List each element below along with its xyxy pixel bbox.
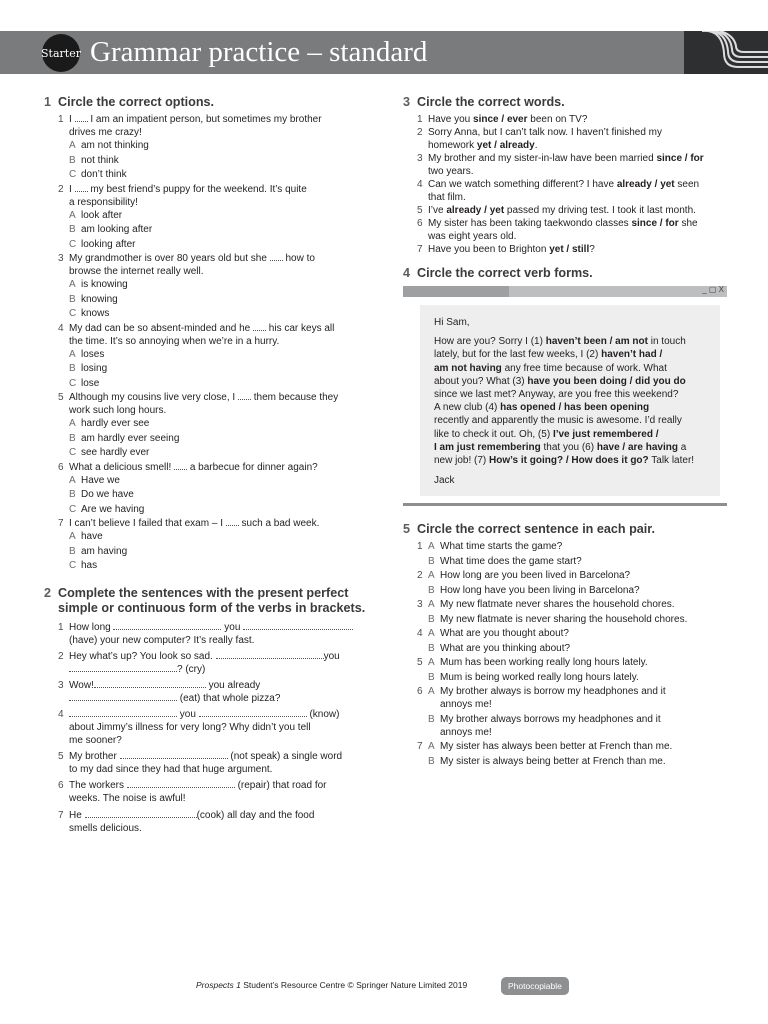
exercise-title: Circle the correct options. xyxy=(58,95,215,109)
ex1-question-3 xyxy=(44,252,368,322)
email-signoff: Jack xyxy=(434,475,455,487)
sentence-b[interactable]: B What are you thinking about? xyxy=(428,642,571,654)
email-window-bar-segment xyxy=(403,286,509,297)
ex2-question-6: 6 The workers (repair) that road for weeks. The noise is awful! xyxy=(44,779,368,805)
question-text: What a delicious smell! xyxy=(69,461,172,473)
answer-field[interactable] xyxy=(216,650,324,659)
header-bar xyxy=(0,31,768,74)
question-number: 7 xyxy=(58,809,64,821)
ex3-question-4[interactable]: 4 Can we watch something different? I have already / yet seen that film. xyxy=(417,179,700,203)
answer-field[interactable] xyxy=(199,708,307,717)
sentence-b[interactable]: B Mum is being worked really long hours lately. xyxy=(428,671,639,683)
answer-blank[interactable] xyxy=(75,184,88,192)
ex2-question-5: 5 My brother (not speak) a single word to my dad since they had that huge argument. xyxy=(44,750,368,776)
ex5-pair-1 xyxy=(403,540,727,569)
sentence-b[interactable]: B My sister is always being better at French than me. xyxy=(428,755,666,767)
sentence-a[interactable]: 2 A How long are you been lived in Barcelona? xyxy=(417,570,631,582)
ex1-question-7 xyxy=(44,517,368,574)
answer-blank[interactable] xyxy=(270,253,283,261)
answer-blank[interactable] xyxy=(174,462,187,470)
sentence-a[interactable]: 5 A Mum has been working really long hours lately. xyxy=(417,657,648,669)
answer-field[interactable] xyxy=(69,692,177,701)
question-text: My grandmother is over 80 years old but she xyxy=(69,253,267,264)
question-text: my best friend’s puppy for the weekend. It’s quite xyxy=(90,183,307,195)
ex1-question-1 xyxy=(44,113,368,183)
question-number: 4 xyxy=(58,322,64,334)
exercise-number: 4 xyxy=(403,266,411,280)
ex2-question-3: 3 Wow! you already (eat) that whole pizza? xyxy=(58,679,281,704)
question-text: drives me crazy! xyxy=(69,127,142,138)
ex3-question-3[interactable]: 3 My brother and my sister-in-law have been married since / for two years. xyxy=(417,153,704,177)
option-a[interactable]: A loses xyxy=(69,348,105,360)
sentence-b[interactable]: B My brother always borrows my headphones and it annoys me! xyxy=(428,714,661,739)
sentence-b[interactable]: B What time does the game start? xyxy=(428,555,582,567)
ex5-pair-3 xyxy=(403,598,727,627)
sentence-a[interactable]: 3 A My new flatmate never shares the household chores. xyxy=(417,599,675,611)
question-text: his car keys all xyxy=(268,322,335,334)
ex2-question-4: 4 you (know) about Jimmy’s illness for very long? Why didn’t you tell me sooner? xyxy=(44,708,368,747)
question-text: I can’t believe I failed that exam – I xyxy=(69,518,223,529)
question-text: a responsibility! xyxy=(69,196,138,208)
ex5-pairs xyxy=(403,540,727,769)
exercise-number: 5 xyxy=(403,522,411,537)
answer-blank[interactable] xyxy=(75,114,88,122)
sentence-b[interactable]: B My new flatmate is never sharing the household chores. xyxy=(428,613,688,625)
question-number: 6 xyxy=(58,780,64,792)
ex5-pair-4 xyxy=(403,627,727,656)
ex5-pair-6 xyxy=(403,685,727,739)
photocopiable-badge: Photocopiable xyxy=(501,977,569,995)
right-column xyxy=(403,95,727,769)
ex3-question-5[interactable]: 5 I’ve already / yet passed my driving test. I took it last month. xyxy=(417,205,696,216)
exercise-title: Complete the sentences with the present perfect xyxy=(58,585,349,600)
question-text: (have) your new computer? It’s really fast. xyxy=(69,634,255,646)
option-c[interactable]: C has xyxy=(69,560,98,571)
question-text: work such long hours. xyxy=(69,405,167,416)
page-title: Grammar practice – standard xyxy=(90,36,428,68)
sentence-a[interactable]: 7 A My sister has always been better at French than me. xyxy=(417,741,673,753)
answer-field[interactable] xyxy=(85,809,197,818)
option-a[interactable]: A have xyxy=(69,531,103,542)
question-text: weeks. The noise is awful! xyxy=(69,793,186,805)
ex3-question-6[interactable]: 6 My sister has been taking taekwondo classes since / for she was eight years old. xyxy=(417,218,698,242)
question-number: 3 xyxy=(58,679,64,691)
ex2-question-7: 7 He (cook) all day and the food smells delicious. xyxy=(44,809,368,835)
email-bottom-border xyxy=(403,503,727,506)
answer-blank[interactable] xyxy=(238,392,251,400)
choice-2-cont[interactable]: am not having xyxy=(434,362,502,374)
question-text: Although my cousins live very close, I xyxy=(69,392,236,403)
question-text: browse the internet really well. xyxy=(69,266,204,277)
option-c[interactable]: C looking after xyxy=(69,238,136,250)
choice-5-cont[interactable]: I am just remembering xyxy=(434,441,541,453)
question-number: 2 xyxy=(58,183,64,195)
option-b[interactable]: B Do we have xyxy=(69,489,134,500)
answer-field[interactable] xyxy=(243,621,353,630)
question-number: 5 xyxy=(58,751,64,763)
question-text: I xyxy=(69,183,72,195)
exercise-2-heading xyxy=(44,586,368,616)
answer-field[interactable] xyxy=(113,621,221,630)
ex3-question-7[interactable]: 7 Have you been to Brighton yet / still? xyxy=(417,244,595,255)
ex5-pair-7 xyxy=(403,740,727,769)
left-column xyxy=(44,95,368,838)
question-text: I xyxy=(69,114,72,125)
question-number: 7 xyxy=(58,518,64,529)
question-text: such a bad week. xyxy=(241,518,320,529)
answer-blank[interactable] xyxy=(226,518,239,526)
email-window-bar xyxy=(403,286,727,297)
exercise-4-heading xyxy=(403,266,727,281)
answer-field[interactable] xyxy=(94,679,206,688)
choice-5[interactable]: I’ve just remembered / xyxy=(552,428,659,440)
question-text: me sooner? xyxy=(69,735,122,747)
question-number: 6 xyxy=(58,461,64,473)
answer-field[interactable] xyxy=(120,750,228,759)
question-number: 1 xyxy=(58,114,64,125)
question-number: 3 xyxy=(58,253,64,264)
answer-field[interactable] xyxy=(69,663,177,672)
question-text: a barbecue for dinner again? xyxy=(189,461,318,473)
ex1-question-6 xyxy=(44,461,368,518)
exercise-number: 2 xyxy=(44,585,52,600)
option-b[interactable]: B not think xyxy=(69,154,119,166)
exercise-number: 3 xyxy=(403,95,411,109)
question-text: the time. It’s so annoying when we’re in a hurry. xyxy=(69,335,280,347)
ex3-question-1[interactable]: 1 Have you since / ever been on TV? xyxy=(417,114,588,125)
answer-field[interactable] xyxy=(127,779,235,788)
sentence-a[interactable]: 6 A My brother always is borrow my headphones and it annoys me! xyxy=(417,686,666,711)
exercise-3-heading xyxy=(403,95,727,110)
sentence-a[interactable]: 4 A What are you thought about? xyxy=(417,628,569,640)
choice-7[interactable]: How’s it going? / How does it go? xyxy=(489,455,649,467)
option-b[interactable]: B am having xyxy=(69,545,128,557)
option-a[interactable]: A Have we xyxy=(69,474,120,486)
option-b[interactable]: B knowing xyxy=(69,293,118,305)
choice-1[interactable]: haven’t been / am not xyxy=(545,336,648,348)
sentence-b[interactable]: B How long have you been living in Barcelona? xyxy=(428,584,640,596)
ex5-pair-2 xyxy=(403,569,727,598)
ex1-question-4 xyxy=(44,322,368,392)
exercise-title: Circle the correct sentence in each pair. xyxy=(417,522,655,537)
question-text: them because they xyxy=(253,392,339,403)
answer-field[interactable] xyxy=(69,708,177,717)
ex3-question-2[interactable]: 2 Sorry Anna, but I can’t talk now. I haven’t finished my homework yet / already. xyxy=(417,127,663,151)
sentence-a[interactable]: 1 A What time starts the game? xyxy=(417,541,563,553)
option-b[interactable]: B am looking after xyxy=(69,224,153,235)
option-a[interactable]: A hardly ever see xyxy=(69,418,150,429)
ex1-question-5 xyxy=(44,391,368,461)
exercise-title-line-2: simple or continuous form of the verbs in brackets. xyxy=(58,600,366,615)
exercise-title: Circle the correct words. xyxy=(417,95,565,109)
exercise-number: 1 xyxy=(44,95,52,109)
header-decoration xyxy=(684,31,768,74)
question-number: 2 xyxy=(58,650,64,662)
question-text: to my dad since they had that huge argument. xyxy=(69,764,273,776)
exercise-5-heading xyxy=(403,522,727,537)
choice-4[interactable]: has opened / has been opening xyxy=(500,402,650,414)
question-text: I am an impatient person, but sometimes my brother xyxy=(90,114,322,125)
option-b[interactable]: B am hardly ever seeing xyxy=(69,432,180,444)
option-c[interactable]: C see hardly ever xyxy=(69,447,150,458)
choice-2[interactable]: haven’t had / xyxy=(601,349,663,361)
ex1-question-2 xyxy=(44,183,368,253)
answer-blank[interactable] xyxy=(253,323,266,331)
choice-6[interactable]: have / are having xyxy=(596,441,678,453)
question-text: how to xyxy=(285,253,315,264)
exercise-title: Circle the correct verb forms. xyxy=(417,266,593,280)
exercise-1-heading xyxy=(44,95,368,110)
option-c[interactable]: C Are we having xyxy=(69,503,145,515)
option-c[interactable]: C knows xyxy=(69,308,110,319)
question-number: 5 xyxy=(58,392,64,403)
ex5-pair-5 xyxy=(403,656,727,685)
ex2-question-1: 1 How long you (have) your new computer? It’s really fast. xyxy=(44,621,368,647)
question-number: 1 xyxy=(58,621,64,633)
ex2-question-2: 2 Hey what’s up? You look so sad. you ? (cry) xyxy=(58,650,340,675)
option-c[interactable]: C don’t think xyxy=(69,169,127,180)
window-controls-icon[interactable]: _ ▢ X xyxy=(702,285,724,294)
question-number: 4 xyxy=(58,709,64,721)
option-a[interactable]: A look after xyxy=(69,209,123,221)
question-text: about Jimmy’s illness for very long? Why didn’t you tell xyxy=(69,722,311,734)
swirl-icon xyxy=(684,31,768,74)
question-text: My dad can be so absent-minded and he xyxy=(69,322,251,334)
choice-3[interactable]: have you been doing / did you do xyxy=(527,375,686,387)
option-c[interactable]: C lose xyxy=(69,377,100,389)
email-body: Hi Sam, How are you? Sorry I (1) haven’t been / am not in touch lately, but for the last few weeks, I (2) haven’t had / am not having any free time because of work. What about you? What (3) have you been doing / did you do since we last met? Anyway, are you free this weekend? A new club (4) has opened / has been opening recently and apparently the music is awesome. I’d really like to check it out. Oh, (5) I’ve just remembered / I am just remembering that you (6) have / are having a new job! (7) How’s it going? / How does it go? Talk later! Jack xyxy=(420,305,720,496)
option-b[interactable]: B losing xyxy=(69,363,108,374)
email-greeting: Hi Sam, xyxy=(434,317,470,328)
option-a[interactable]: A is knowing xyxy=(69,279,128,290)
option-a[interactable]: A am not thinking xyxy=(69,140,149,151)
question-text: smells delicious. xyxy=(69,822,142,834)
footer-credit: Prospects 1 Student’s Resource Centre © Springer Nature Limited 2019 xyxy=(196,980,468,990)
starter-badge: Starter xyxy=(42,34,80,72)
